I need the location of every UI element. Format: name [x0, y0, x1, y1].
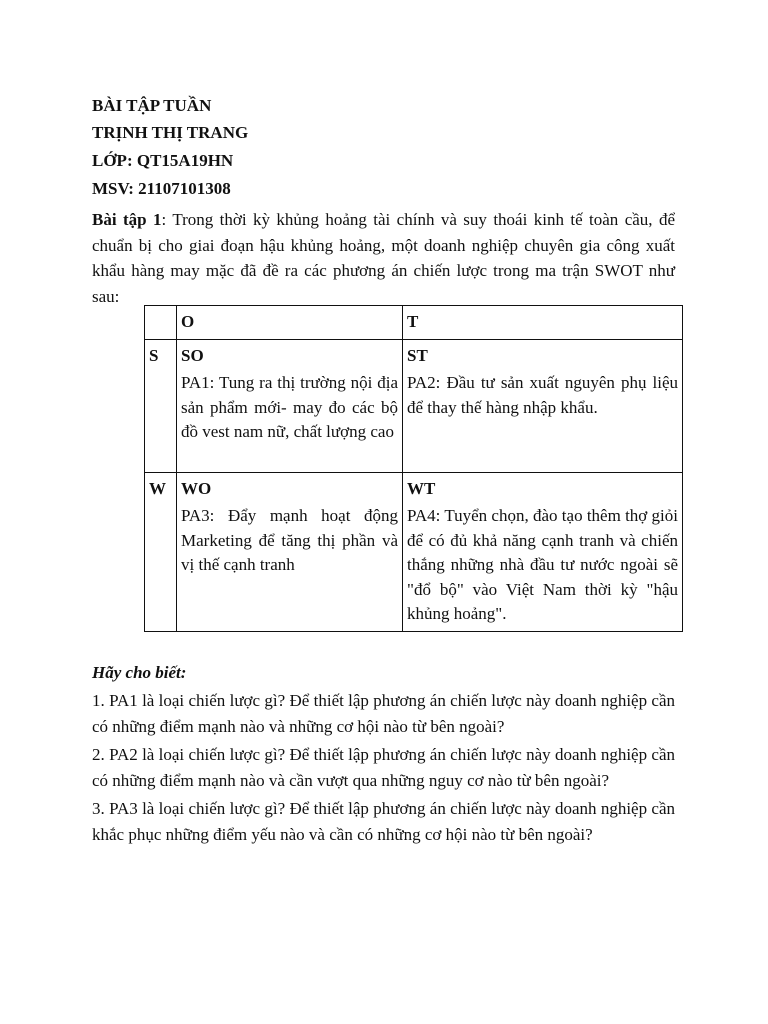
- student-id-line: MSV: 21107101308: [92, 179, 231, 198]
- wt-text: PA4: Tuyển chọn, đào tạo thêm thợ giỏi để có đủ khả năng cạnh tranh và chiến thắng những nhà đầu tư nước ngoài sẽ "đổ bộ" vào Việt Nam thời kỳ "hậu khủng hoảng".: [407, 506, 678, 623]
- questions-title: Hãy cho biết:: [92, 663, 187, 682]
- swot-row-s: [145, 339, 683, 472]
- swot-col-header-t: [403, 306, 683, 340]
- swot-cell-wt: [403, 472, 683, 631]
- wo-heading: WO: [181, 478, 212, 498]
- st-heading: ST: [407, 345, 428, 365]
- question-item: 2. PA2 là loại chiến lược gì? Để thiết lập phương án chiến lược này doanh nghiệp cần có những điểm mạnh nào và cần vượt qua những nguy cơ nào từ bên ngoài?: [92, 745, 675, 790]
- swot-cell-wo: [177, 472, 403, 631]
- swot-row-w: [145, 472, 683, 631]
- swot-table: [144, 305, 683, 632]
- exercise-intro: [92, 207, 675, 309]
- student-name: TRỊNH THỊ TRANG: [92, 123, 249, 142]
- swot-row-header-s: [145, 339, 177, 472]
- swot-header-row: [145, 306, 683, 340]
- st-text: PA2: Đầu tư sản xuất nguyên phụ liệu để thay thế hàng nhập khẩu.: [407, 373, 678, 417]
- document-title: BÀI TẬP TUẦN: [92, 96, 212, 115]
- swot-cell-so: [177, 339, 403, 472]
- wt-heading: WT: [407, 478, 436, 498]
- swot-col-header-o: [177, 306, 403, 340]
- question-item: 3. PA3 là loại chiến lược gì? Để thiết lập phương án chiến lược này doanh nghiệp cần khắc phục những điểm yếu nào và cần có những cơ hội nào từ bên ngoài?: [92, 799, 675, 844]
- swot-cell-st: [403, 339, 683, 472]
- so-heading: SO: [181, 345, 204, 365]
- row-s-label: S: [149, 345, 159, 365]
- swot-corner-cell: [145, 306, 177, 340]
- row-w-label: W: [149, 478, 166, 498]
- question-item: 1. PA1 là loại chiến lược gì? Để thiết lập phương án chiến lược này doanh nghiệp cần có những điểm mạnh nào và những cơ hội nào từ bên ngoài?: [92, 691, 675, 736]
- class-line: LỚP: QT15A19HN: [92, 151, 234, 170]
- swot-row-header-w: [145, 472, 177, 631]
- questions-section: [92, 660, 675, 850]
- exercise-text: : Trong thời kỳ khủng hoảng tài chính và suy thoái kinh tế toàn cầu, để chuẩn bị cho giai đoạn hậu khủng hoảng, một doanh nghiệp chuyên gia công xuất khẩu hàng may mặc đã đề ra các phương án chiến lược trong ma trận SWOT như sau:: [92, 210, 675, 306]
- wo-text: PA3: Đẩy mạnh hoạt động Marketing để tăng thị phần và vị thế cạnh tranh: [181, 506, 398, 574]
- col-o-label: O: [181, 312, 195, 331]
- exercise-label: Bài tập 1: [92, 210, 162, 229]
- col-t-label: T: [407, 312, 419, 331]
- so-text: PA1: Tung ra thị trường nội địa sản phẩm mới- may đo các bộ đồ vest nam nữ, chất lượng cao: [181, 373, 398, 441]
